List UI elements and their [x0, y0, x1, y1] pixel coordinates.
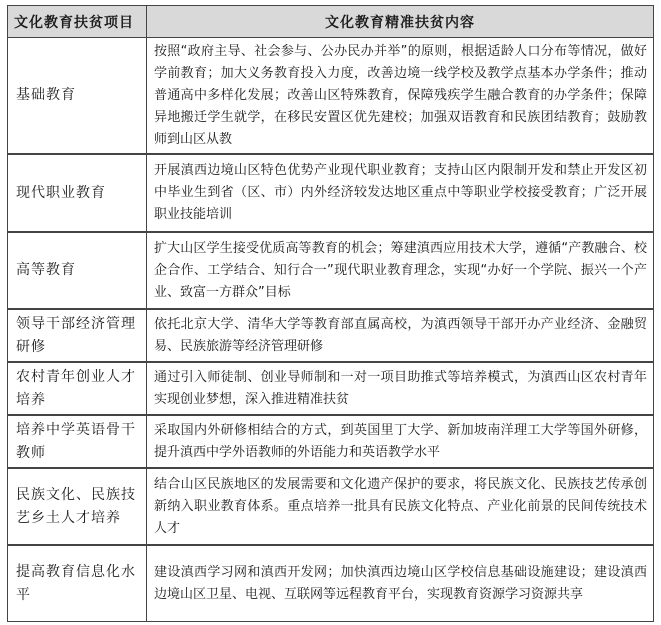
- header-row: [8, 6, 654, 38]
- table-row: [8, 545, 654, 622]
- table-row: [8, 468, 654, 545]
- table-body: [8, 38, 654, 622]
- table-header: [8, 6, 654, 38]
- table-row: [8, 309, 654, 362]
- table-row: [8, 232, 654, 309]
- table-row: [8, 415, 654, 468]
- table-row: [8, 154, 654, 232]
- project-cell: 基础教育: [8, 38, 147, 155]
- content-cell: 按照“政府主导、社会参与、公办民办并举”的原则，根据适龄人口分布等情况，做好学前教育；加大义务教育投入力度，改善边境一线学校及教学点基本办学条件；推动普通高中多样化发展；改善山区特殊教育，保障残疾学生融合教育的办学条件；保障异地搬迁学生就学，在移民安置区优先建校；加强双语教育和民族团结教育；鼓励教师到山区从教: [147, 38, 654, 155]
- content-cell: 建设滇西学习网和滇西开发网；加快滇西边境山区学校信息基础设施建设；建设滇西边境山区卫星、电视、互联网等远程教育平台，实现教育资源学习资源共享: [147, 545, 654, 622]
- project-cell: 提高教育信息化水平: [8, 545, 147, 622]
- content-cell: 结合山区民族地区的发展需要和文化遗产保护的要求，将民族文化、民族技艺传承创新纳入职业教育体系。重点培养一批具有民族文化特点、产业化前景的民间传统技术人才: [147, 468, 654, 545]
- poverty-alleviation-table: [7, 5, 654, 622]
- content-cell: 采取国内外研修相结合的方式，到英国里丁大学、新加坡南洋理工大学等国外研修，提升滇西中学外语教师的外语能力和英语教学水平: [147, 415, 654, 468]
- content-cell: 依托北京大学、清华大学等教育部直属高校，为滇西领导干部开办产业经济、金融贸易、民族旅游等经济管理研修: [147, 309, 654, 362]
- project-cell: 现代职业教育: [8, 154, 147, 232]
- project-cell: 民族文化、民族技艺乡土人才培养: [8, 468, 147, 545]
- project-cell: 领导干部经济管理研修: [8, 309, 147, 362]
- content-cell: 开展滇西边境山区特色优势产业现代职业教育；支持山区内限制开发和禁止开发区初中毕业生到省（区、市）内外经济较发达地区重点中等职业学校接受教育；广泛开展职业技能培训: [147, 154, 654, 232]
- project-cell: 农村青年创业人才培养: [8, 362, 147, 415]
- project-cell: 高等教育: [8, 232, 147, 309]
- table-row: [8, 38, 654, 155]
- content-cell: 扩大山区学生接受优质高等教育的机会；筹建滇西应用技术大学，遵循“产教融合、校企合作、工学结合、知行合一”现代职业教育理念，实现“办好一个学院、振兴一个产业、致富一方群众”目标: [147, 232, 654, 309]
- content-cell: 通过引入师徒制、创业导师制和一对一项目助推式等培养模式，为滇西山区农村青年实现创业梦想，深入推进精准扶贫: [147, 362, 654, 415]
- column-header-project: 文化教育扶贫项目: [8, 6, 147, 38]
- column-header-content: 文化教育精准扶贫内容: [147, 6, 654, 38]
- table-row: [8, 362, 654, 415]
- project-cell: 培养中学英语骨干教师: [8, 415, 147, 468]
